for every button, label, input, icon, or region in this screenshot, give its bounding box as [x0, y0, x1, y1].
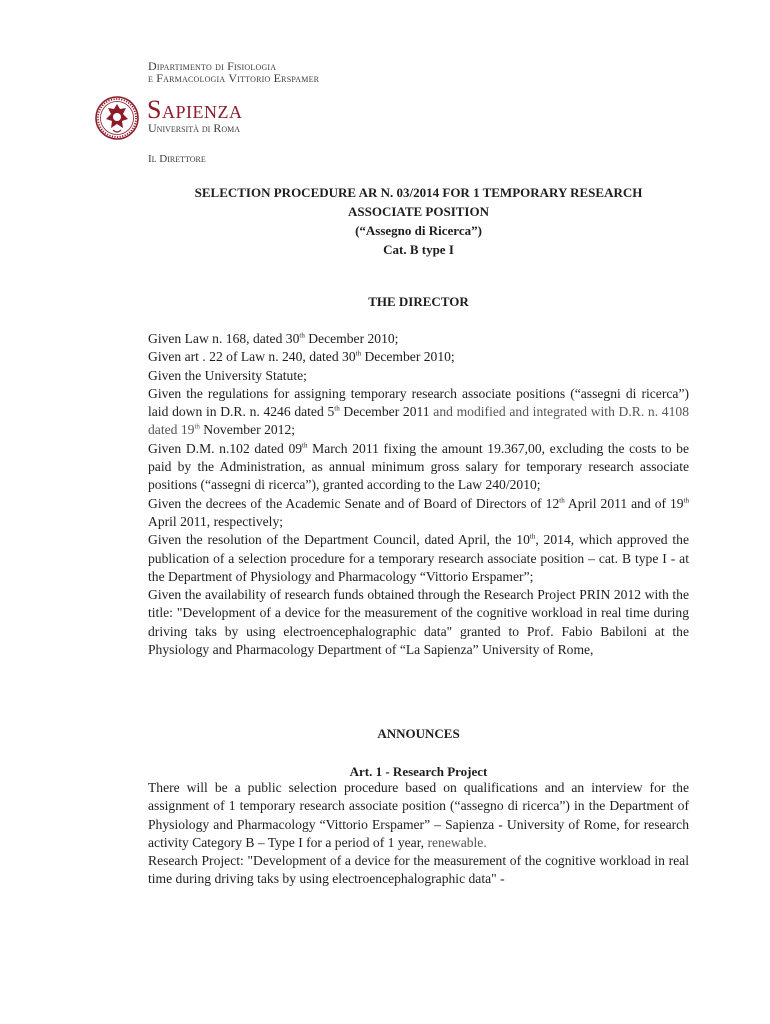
title-line-4: Cat. B type I [383, 242, 454, 257]
preamble-item: Given the University Statute; [148, 367, 307, 383]
article-paragraph: There will be a public selection procedure based on qualifications and an interview for the assignment of 1 temporary research associate position (“assegno di ricerca”) in the Department of Physiology and Pharmacology “Vittorio Erspamer” – Sapienza - University of Rome, for research activity Category B – Type I for a period of 1 year, renewable. [148, 780, 689, 850]
department-line-2: e Farmacologia Vittorio Erspamer [148, 71, 320, 85]
announces-heading: ANNOUNCES [377, 726, 460, 741]
article-paragraph: Research Project: "Development of a device for the measurement of the cognitive workload in real time during driving taks by using electroencephalographic data" - [148, 853, 689, 887]
department-line-1: Dipartimento di Fisiologia [148, 59, 277, 73]
director-heading: THE DIRECTOR [368, 294, 469, 309]
preamble-item: Given D.M. n.102 dated 09th March 2011 fixing the amount 19.367,00, excluding the costs to be paid by the Administration, as annual minimum gross salary for temporary research associate positions (“assegni di ricerca”), granted according to the Law 240/2010; [148, 440, 689, 493]
preamble-item: Given art . 22 of Law n. 240, dated 30th December 2010; [148, 349, 455, 365]
department-name [148, 60, 319, 84]
article-1-heading: Art. 1 - Research Project [349, 764, 488, 779]
document-title [148, 183, 689, 259]
university-subtitle: Università di Roma [148, 121, 240, 135]
director-label: Il Direttore [148, 153, 206, 165]
title-line-2: ASSOCIATE POSITION [348, 204, 489, 219]
preamble [148, 330, 689, 659]
title-line-3: (“Assegno di Ricerca”) [355, 223, 482, 238]
preamble-item: Given the regulations for assigning temporary research associate positions (“assegni di ricerca”) laid down in D.R. n. 4246 dated 5th December 2011 and modified and integrated with D.R. n. 4108 dated 19th November 2012; [148, 385, 689, 438]
university-name: Sapienza [147, 95, 243, 124]
title-line-1: SELECTION PROCEDURE AR N. 03/2014 FOR 1 TEMPORARY RESEARCH [194, 185, 643, 200]
preamble-item: Given the decrees of the Academic Senate and of Board of Directors of 12th April 2011 and of 19th April 2011, respectively; [148, 495, 690, 529]
preamble-item: Given the resolution of the Department Council, dated April, the 10th, 2014, which approved the publication of a selection procedure for a temporary research associate position – cat. B type I - at the Department of Physiology and Pharmacology “Vittorio Erspamer”; [148, 532, 689, 584]
university-seal-icon [95, 96, 139, 140]
preamble-item: Given Law n. 168, dated 30th December 2010; [148, 331, 399, 346]
article-1-body [148, 779, 689, 889]
preamble-item: Given the availability of research funds obtained through the Research Project PRIN 2012 with the title: "Development of a device for the measurement of the cognitive workload in real time during driving taks by using electroencephalographic data" granted to Prof. Fabio Babiloni at the Physiology and Pharmacology Department of “La Sapienza” University of Rome, [148, 587, 689, 658]
